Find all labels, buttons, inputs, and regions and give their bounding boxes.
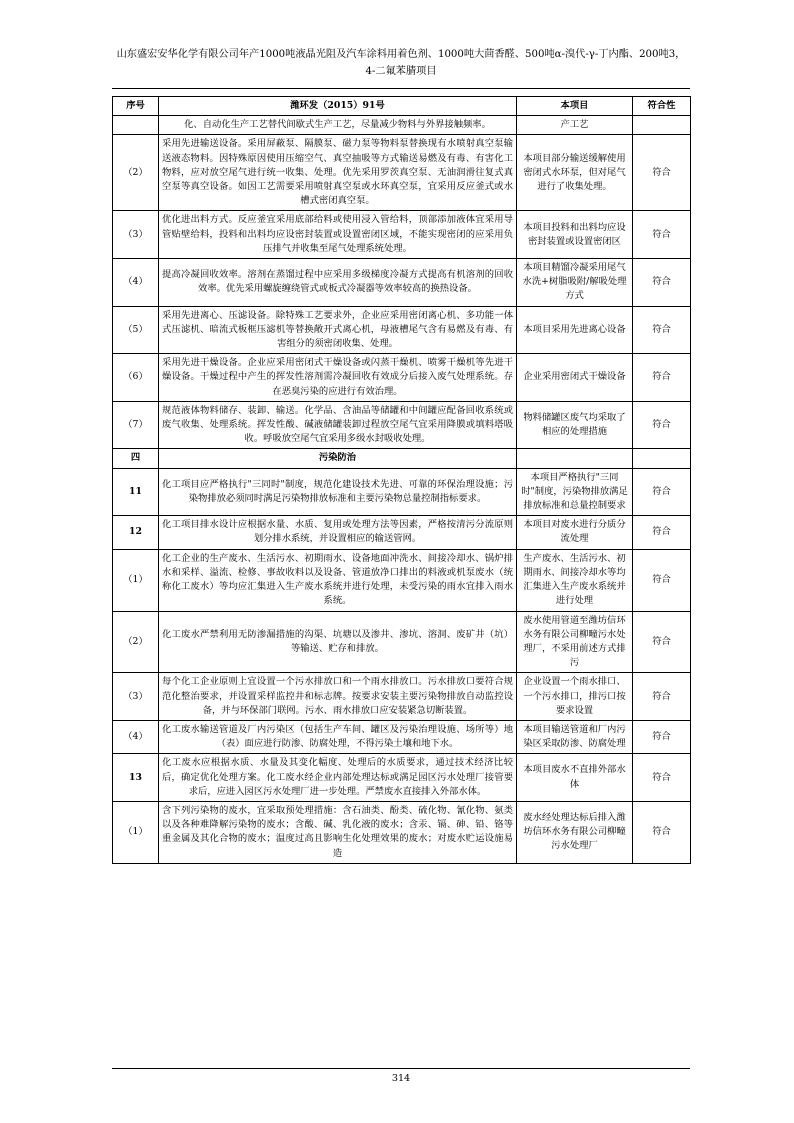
table-row bbox=[113, 673, 691, 721]
row-regulation-text: 提高冷凝回收效率。溶剂在蒸馏过程中应采用多级梯度冷凝方式提高有机溶剂的回收效率。优先采用螺旋缠绕管式或板式冷凝器等效率较高的换热设备。 bbox=[159, 259, 517, 307]
row-regulation-text: 优化进出料方式。反应釜宜采用底部给料或使用浸入管给料，顶部添加液体宜采用导管贴壁给料，投料和出料均应设密封装置或设置密闭区域，不能实现密闭的应采用负压排气并收集至尾气处理系统处理。 bbox=[159, 211, 517, 259]
row-sequence: （2） bbox=[113, 611, 159, 673]
row-compliance: 符合 bbox=[633, 211, 691, 259]
column-header-seq: 序号 bbox=[113, 97, 159, 116]
row-sequence: （2） bbox=[113, 135, 159, 211]
table-body bbox=[113, 116, 691, 864]
row-regulation-text: 化、自动化生产工艺替代间歇式生产工艺，尽量减少物料与外界接触频率。 bbox=[159, 116, 517, 135]
row-compliance bbox=[633, 116, 691, 135]
row-sequence: 11 bbox=[113, 468, 159, 516]
row-project: 产工艺 bbox=[517, 116, 633, 135]
row-project: 废水经处理达标后排入潍坊信环水务有限公司柳疃污水处理厂 bbox=[517, 801, 633, 863]
row-project: 物料储罐区废气均采取了相应的处理措施 bbox=[517, 401, 633, 449]
table-row bbox=[113, 354, 691, 402]
row-project: 本项目对废水进行分质分流处理 bbox=[517, 516, 633, 549]
row-project: 生产废水、生活污水、初期雨水、间接冷却水等均汇集进入生产废水系统并进行处理 bbox=[517, 549, 633, 611]
row-compliance: 符合 bbox=[633, 306, 691, 354]
row-compliance: 符合 bbox=[633, 468, 691, 516]
row-sequence: （3） bbox=[113, 673, 159, 721]
table-row bbox=[113, 516, 691, 549]
table-row bbox=[113, 611, 691, 673]
row-regulation-text: 采用先进输送设备。采用屏蔽泵、隔膜泵、磁力泵等物料泵替换现有水喷射真空泵输送液态物料。因特殊原因使用压缩空气、真空抽吸等方式输送易燃及有毒、有害化工物料，应对放空尾气进行统一收集、处理。优先采用罗茨真空泵、无油润滑往复式真空泵等真空设备。如因工艺需要采用喷射真空泵或水环真空泵，宜采用反应釜式或水槽式密闭真空泵。 bbox=[159, 135, 517, 211]
row-regulation-text: 采用先进离心、压滤设备。除特殊工艺要求外，企业应采用密闭离心机、多功能一体式压滤机、暗流式板框压滤机等替换敞开式离心机，母液槽尾气含有易燃及有毒、有害组分的须密闭收集、处理。 bbox=[159, 306, 517, 354]
row-sequence: （4） bbox=[113, 720, 159, 753]
row-sequence: （1） bbox=[113, 549, 159, 611]
row-sequence: 四 bbox=[113, 449, 159, 468]
table-row bbox=[113, 211, 691, 259]
row-project: 本项目严格执行"三同时"制度，污染物排放满足排放标准和总量控制要求 bbox=[517, 468, 633, 516]
row-compliance bbox=[633, 449, 691, 468]
column-header-compliance: 符合性 bbox=[633, 97, 691, 116]
table-row bbox=[113, 468, 691, 516]
row-project: 废水使用管道至潍坊信环水务有限公司柳疃污水处理厂，不采用前述方式排污 bbox=[517, 611, 633, 673]
header-title: 山东盛宏安华化学有限公司年产1000吨液晶光阻及汽车涂料用着色剂、1000吨大茴香醛、500吨α-溴代-γ-丁内酯、200吨3，4-二氟苯腈项目 bbox=[116, 49, 686, 77]
row-compliance: 符合 bbox=[633, 259, 691, 307]
table-row bbox=[113, 259, 691, 307]
table-row bbox=[113, 401, 691, 449]
row-regulation-text: 规范液体物料储存、装卸、输送。化学品、含油品等储罐和中间罐应配备回收系统或废气收集、处理系统。挥发性酸、碱液储罐装卸过程放空尾气宜采用降膜或填料塔吸收。呼吸放空尾气宜采用多级水封吸收处理。 bbox=[159, 401, 517, 449]
table-row bbox=[113, 720, 691, 753]
document-header bbox=[112, 46, 690, 80]
row-regulation-text: 化工废水严禁利用无防渗漏措施的沟渠、坑塘以及渗井、渗坑、溶洞、废矿井（坑）等输送、贮存和排放。 bbox=[159, 611, 517, 673]
row-regulation-text: 化工项目排水设计应根据水量、水质、复用或处理方法等因素，严格按清污分流原则划分排水系统，并设置相应的输送管网。 bbox=[159, 516, 517, 549]
row-regulation-text: 采用先进干燥设备。企业应采用密闭式干燥设备或闪蒸干燥机、喷雾干燥机等先进干燥设备。干燥过程中产生的挥发性溶剂需冷凝回收有效成分后接入废气处理系统。存在恶臭污染的应进行有效治理。 bbox=[159, 354, 517, 402]
compliance-table bbox=[112, 96, 691, 864]
row-project: 本项目精馏冷凝采用尾气水洗+树脂吸附/解吸处理方式 bbox=[517, 259, 633, 307]
table-row bbox=[113, 449, 691, 468]
row-regulation-text: 化工企业的生产废水、生活污水、初期雨水、设备地面冲洗水、间接冷却水、锅炉排水和采样、溢流、检修、事故收料以及设备、管道放净口排出的料液或机泵废水（统称化工废水）等均应汇集进入生产废水系统并进行处理，未受污染的雨水宜排入雨水系统。 bbox=[159, 549, 517, 611]
row-project: 本项目部分输送缓解使用密闭式水环泵，但对尾气进行了收集处理。 bbox=[517, 135, 633, 211]
row-compliance: 符合 bbox=[633, 516, 691, 549]
row-compliance: 符合 bbox=[633, 135, 691, 211]
row-compliance: 符合 bbox=[633, 401, 691, 449]
table-row bbox=[113, 549, 691, 611]
row-sequence: 12 bbox=[113, 516, 159, 549]
row-project: 企业采用密闭式干燥设备 bbox=[517, 354, 633, 402]
row-project: 本项目输送管道和厂内污染区采取防渗、防腐处理 bbox=[517, 720, 633, 753]
row-project: 本项目废水不直排外部水体 bbox=[517, 754, 633, 802]
row-project: 本项目投料和出料均应设密封装置或设置密闭区 bbox=[517, 211, 633, 259]
table-row bbox=[113, 116, 691, 135]
row-compliance: 符合 bbox=[633, 754, 691, 802]
row-sequence: （7） bbox=[113, 401, 159, 449]
table-row bbox=[113, 801, 691, 863]
row-sequence bbox=[113, 116, 159, 135]
column-header-project: 本项目 bbox=[517, 97, 633, 116]
table-header bbox=[113, 97, 691, 116]
row-sequence: （4） bbox=[113, 259, 159, 307]
row-sequence: 13 bbox=[113, 754, 159, 802]
row-sequence: （1） bbox=[113, 801, 159, 863]
table-row bbox=[113, 135, 691, 211]
table-row bbox=[113, 306, 691, 354]
row-project: 企业设置一个雨水排口、一个污水排口，排污口按要求设置 bbox=[517, 673, 633, 721]
row-compliance: 符合 bbox=[633, 549, 691, 611]
row-regulation-text: 化工废水应根据水质、水量及其变化幅度、处理后的水质要求，通过技术经济比较后，确定优化处理方案。化工废水经企业内部处理达标或满足园区污水处理厂接管要求后，应进入园区污水处理厂进一步处理。严禁废水直接排入外部水体。 bbox=[159, 754, 517, 802]
row-compliance: 符合 bbox=[633, 801, 691, 863]
row-compliance: 符合 bbox=[633, 673, 691, 721]
row-sequence: （3） bbox=[113, 211, 159, 259]
row-project bbox=[517, 449, 633, 468]
row-regulation-text: 化工项目应严格执行"三同时"制度，规范化建设技术先进、可靠的环保治理设施；污染物排放必须同时满足污染物排放标准和主要污染物总量控制指标要求。 bbox=[159, 468, 517, 516]
header-divider bbox=[112, 88, 690, 89]
row-compliance: 符合 bbox=[633, 720, 691, 753]
footer-divider bbox=[112, 1068, 690, 1069]
row-regulation-text: 每个化工企业原则上宜设置一个污水排放口和一个雨水排放口。污水排放口要符合规范化整治要求，并设置采样监控井和标志牌。按要求安装主要污染物排放自动监控设备，并与环保部门联网。污水、雨水排放口应安装紧急切断装置。 bbox=[159, 673, 517, 721]
row-regulation-text: 化工废水输送管道及厂内污染区（包括生产车间、罐区及污染治理设施、场所等）地（表）面应进行防渗、防腐处理，不得污染土壤和地下水。 bbox=[159, 720, 517, 753]
table-row bbox=[113, 754, 691, 802]
column-header-regulation: 潍环发（2015）91号 bbox=[159, 97, 517, 116]
page-number: 314 bbox=[391, 1073, 411, 1084]
row-project: 本项目采用先进离心设备 bbox=[517, 306, 633, 354]
row-regulation-text: 含下列污染物的废水，宜采取预处理措施：含石油类、酚类、硫化物、氰化物、氨类以及各种难降解污染物的废水；含酸、碱、乳化液的废水；含汞、镉、砷、铅、铬等重金属及其化合物的废水；温度过高且影响生化处理效果的废水；对废水贮运设施易造 bbox=[159, 801, 517, 863]
table-header-row bbox=[113, 97, 691, 116]
section-title: 污染防治 bbox=[159, 449, 517, 468]
row-sequence: （6） bbox=[113, 354, 159, 402]
row-sequence: （5） bbox=[113, 306, 159, 354]
row-compliance: 符合 bbox=[633, 611, 691, 673]
row-compliance: 符合 bbox=[633, 354, 691, 402]
